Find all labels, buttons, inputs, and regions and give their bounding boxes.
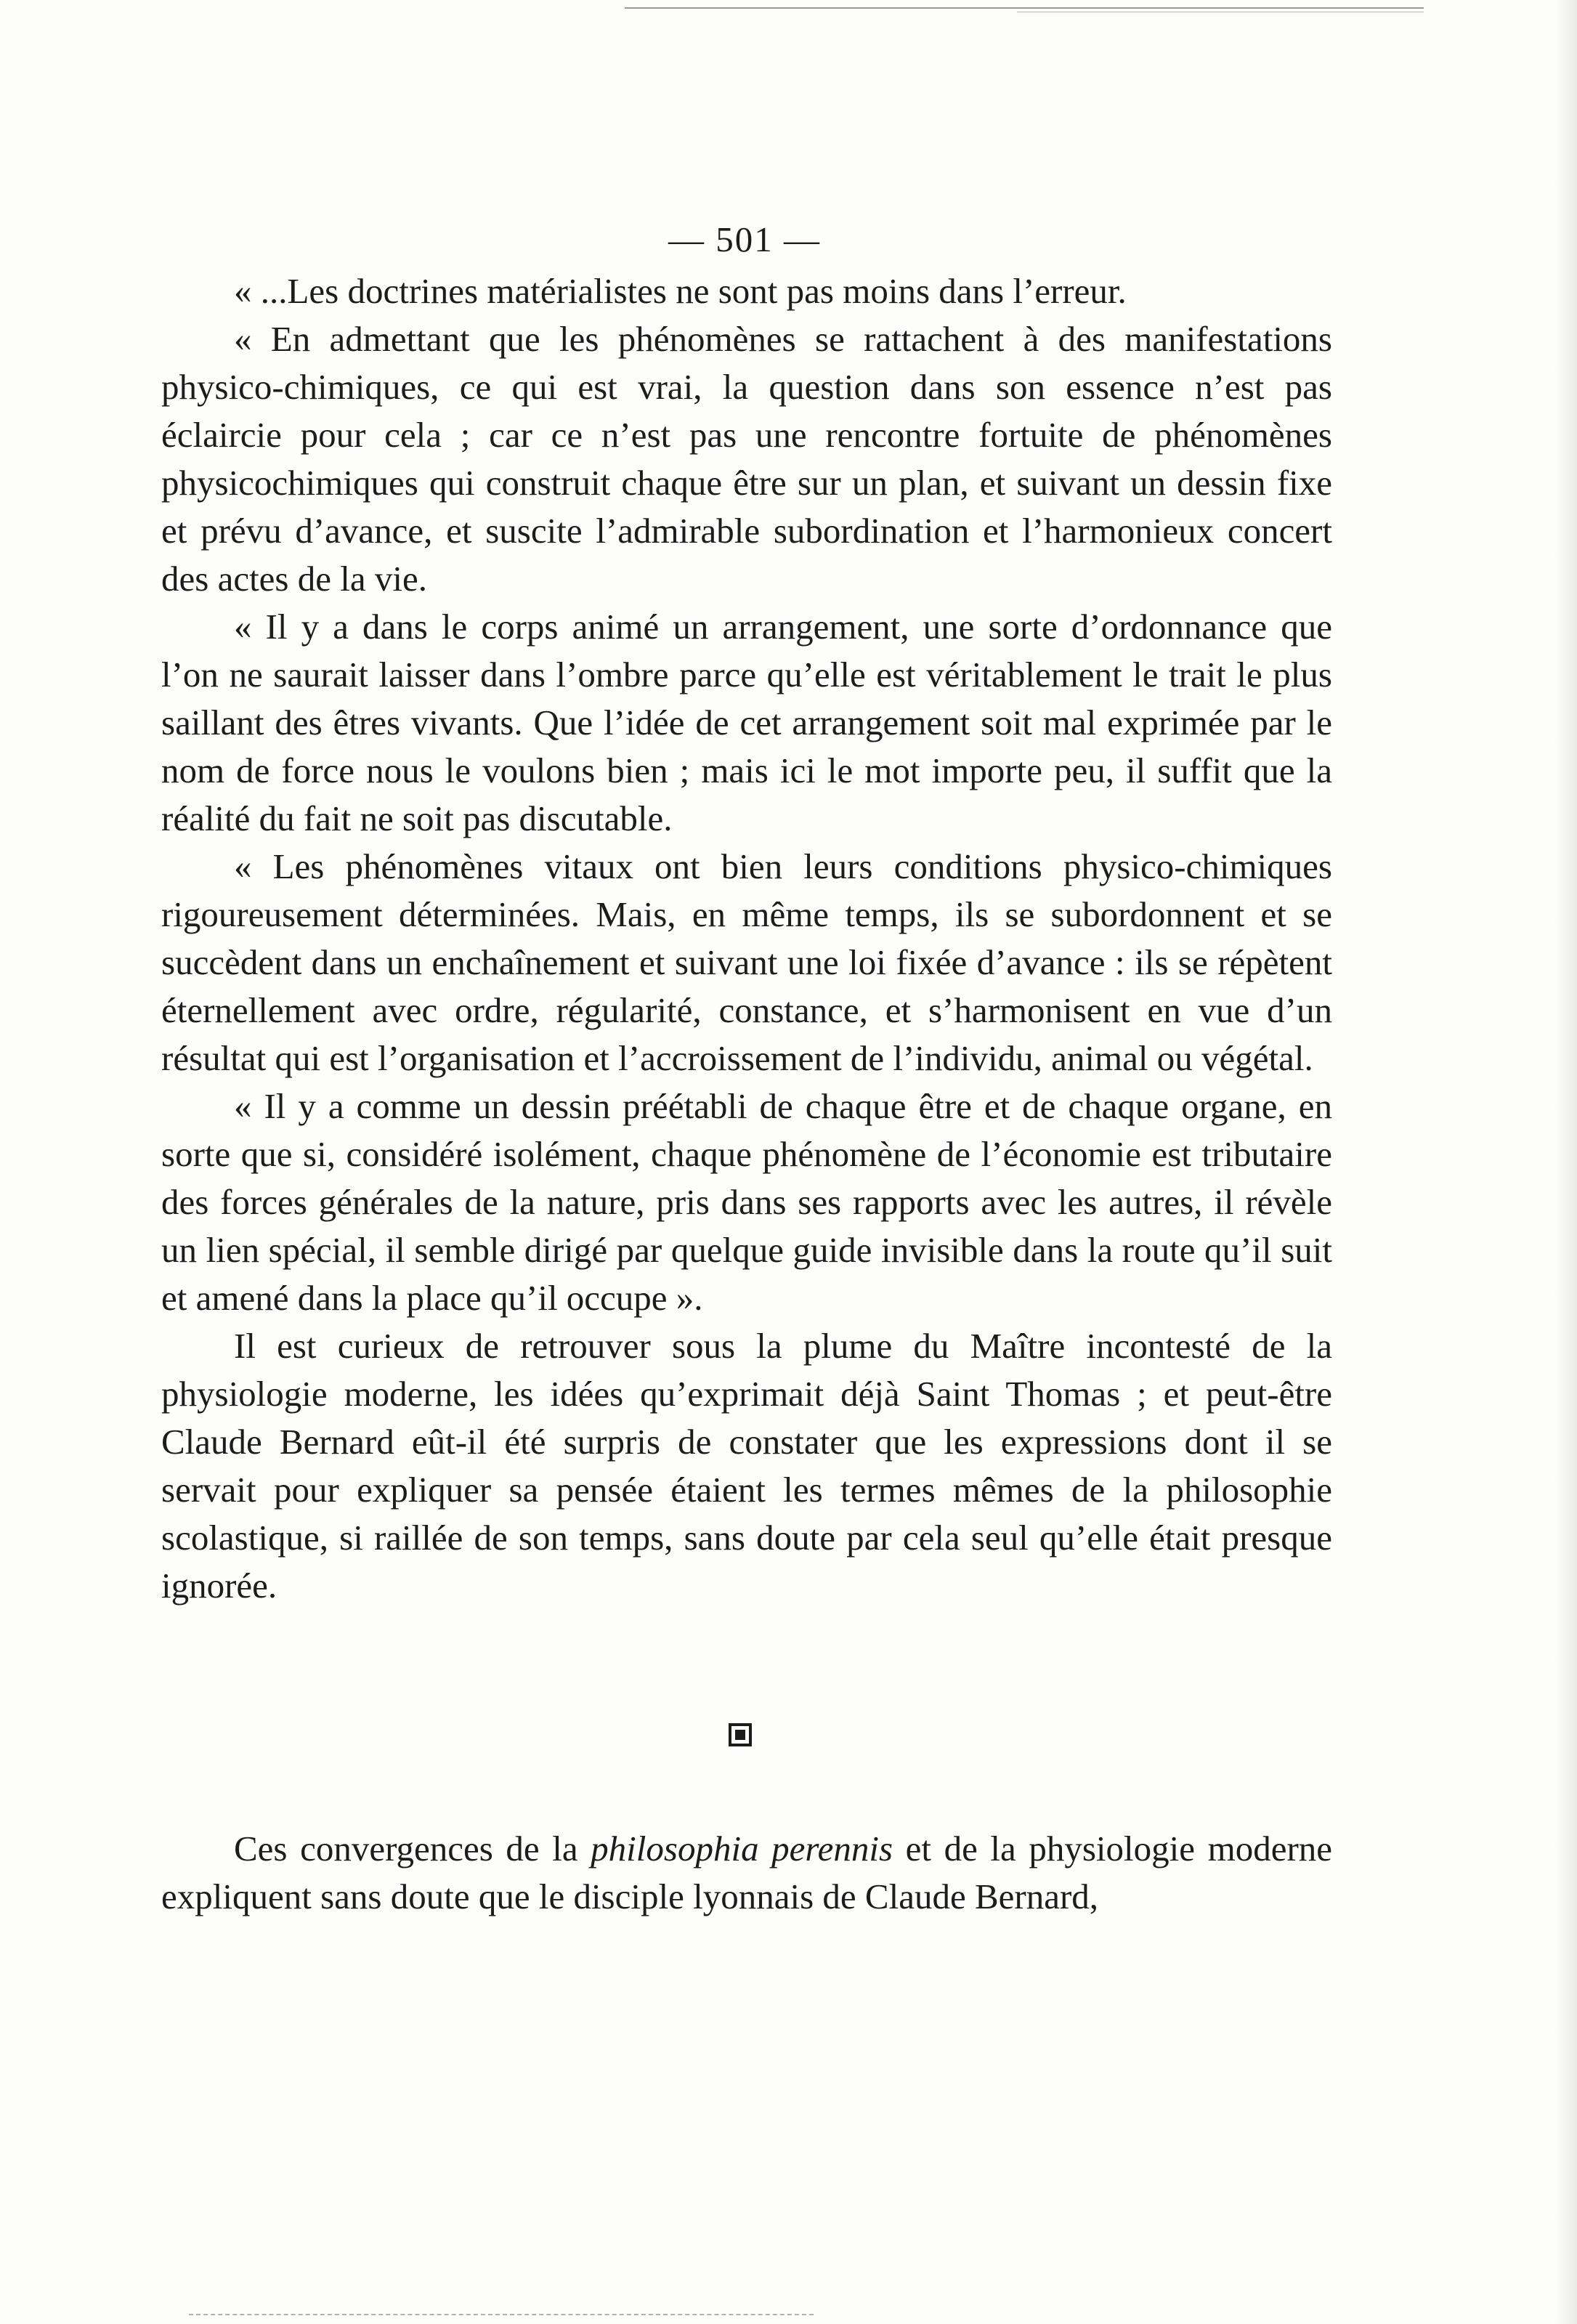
bottom-scan-marks: [189, 2314, 814, 2315]
paragraph-3: « Il y a dans le corps animé un arrangement, une sorte d’ordonnance que l’on ne saurait laisser dans l’ombre parce qu’elle est véritablement le trait le plus saillant des êtres vivants. Que l’idée de cet arrangement soit mal exprimée par le nom de force nous le voulons bien ; mais ici le mot importe peu, il suffit que la réalité du fait ne soit pas discutable.: [161, 607, 1332, 838]
paragraph-1: « ...Les doctrines matérialistes ne sont pas moins dans l’erreur.: [234, 271, 1127, 311]
top-scan-rule: [625, 7, 1424, 9]
closing-section: [161, 1825, 1332, 1921]
paragraph-7-lead: Ces convergences de la: [234, 1829, 591, 1868]
paragraph-4: « Les phénomènes vitaux ont bien leurs conditions physico-chimiques rigoureusement déterminées. Mais, en même temps, ils se subordonnent et se succèdent dans un enchaînement et suivant une loi fixée d’avance : ils se répètent éternellement avec ordre, régularité, constance, et s’harmonisent en vue d’un résultat qui est l’organisation et l’accroissement de l’individu, animal ou végétal.: [161, 846, 1332, 1078]
quotation-body: [161, 267, 1332, 1610]
page-edge-shadow: [1555, 0, 1577, 2324]
paragraph-2: « En admettant que les phénomènes se rattachent à des manifestations physico-chimiques, ce qui est vrai, la question dans son essence n’est pas éclaircie pour cela ; car ce n’est pas une rencontre fortuite de phénomènes physicochimiques qui construit chaque être sur un plan, et suivant un dessin fixe et prévu d’avance, et suscite l’admirable subordination et l’harmonieux concert des actes de la vie.: [161, 319, 1332, 599]
section-break-ornament-icon: [729, 1723, 752, 1746]
latin-term: philosophia perennis: [591, 1829, 893, 1868]
page-number: — 501 —: [668, 219, 821, 259]
paragraph-7: [161, 1825, 1332, 1921]
paragraph-6: Il est curieux de retrouver sous la plume du Maître incontesté de la physiologie moderne, les idées qu’exprimait déjà Saint Thomas ; et peut-être Claude Bernard eût-il été surpris de constater que les expressions dont il se servait pour expliquer sa pensée étaient les termes mêmes de la philosophie scolastique, si raillée de son temps, sans doute par cela seul qu’elle était presque ignorée.: [161, 1326, 1332, 1606]
paragraph-7-rest: et de la physiologie moderne expliquent sans doute que le disciple lyonnais de Claude Bernard,: [161, 1829, 1333, 1916]
paragraph-5: « Il y a comme un dessin préétabli de chaque être et de chaque organe, en sorte que si, considéré isolément, chaque phénomène de l’économie est tributaire des forces générales de la nature, pris dans ses rapports avec les autres, il révèle un lien spécial, il semble dirigé par quelque guide invisible dans la route qu’il suit et amené dans la place qu’il occupe ».: [161, 1086, 1332, 1318]
